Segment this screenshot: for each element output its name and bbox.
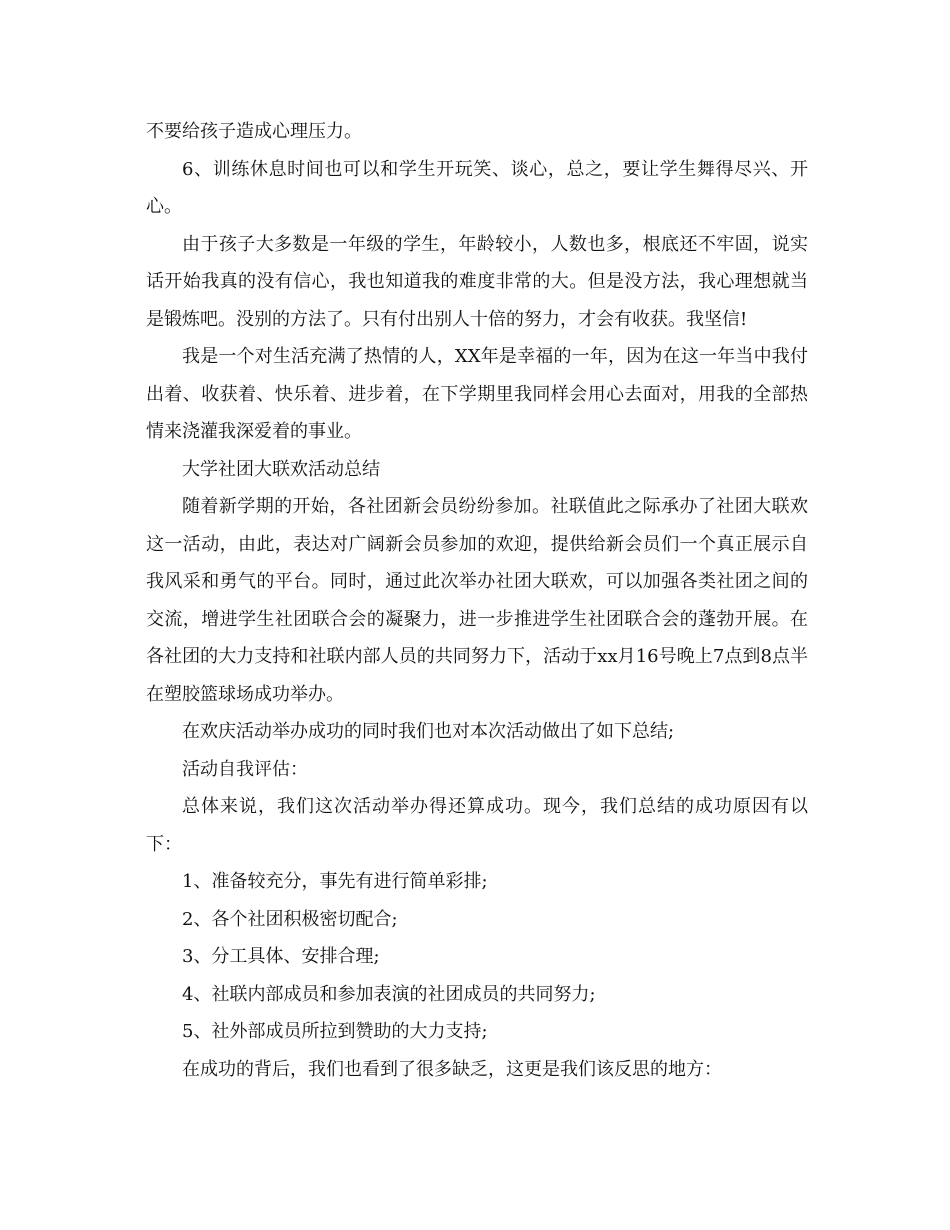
paragraph-3: 由于孩子大多数是一年级的学生，年龄较小，人数也多，根底还不牢固，说实话开始我真的没有信心，我也知道我的难度非常的大。但是没方法，我心理想就当是锻炼吧。没别的方法了。只有付出别人十倍的努力，才会有收获。我坚信! [146, 233, 808, 330]
paragraph-2: 6、训练休息时间也可以和学生开玩笑、谈心，总之，要让学生舞得尽兴、开心。 [146, 158, 808, 217]
paragraph-4: 我是一个对生活充满了热情的人，XX年是幸福的一年，因为在这一年当中我付出着、收获着、快乐着、进步着，在下学期里我同样会用心去面对，用我的全部热情来浇灌我深爱着的事业。 [146, 346, 808, 442]
list-item-4: 4、社联内部成员和参加表演的社团成员的共同努力; [182, 983, 596, 1005]
paragraph-8: 活动自我评估： [182, 758, 308, 780]
paragraph-6: 随着新学期的开始，各社团新会员纷纷参加。社联值此之际承办了社团大联欢这一活动，由此，表达对广阔新会员参加的欢迎，提供给新会员们一个真正展示自我风采和勇气的平台。同时，通过此次举办社团大联欢，可以加强各类社团之间的交流，增进学生社团联合会的凝聚力，进一步推进学生社团联合会的蓬勃开展。在各社团的大力支持和社联内部人员的共同努力下，活动于xx月16号晚上7点到8点半在塑胶篮球场成功举办。 [146, 496, 808, 705]
list-item-2: 2、各个社团积极密切配合; [182, 908, 398, 930]
paragraph-9: 总体来说，我们这次活动举办得还算成功。现今，我们总结的成功原因有以下： [146, 796, 808, 855]
paragraph-7: 在欢庆活动举办成功的同时我们也对本次活动做出了如下总结; [182, 721, 675, 742]
list-item-5: 5、社外部成员所拉到赞助的大力支持; [182, 1021, 488, 1042]
paragraph-1: 不要给孩子造成心理压力。 [146, 121, 362, 142]
list-item-1: 1、准备较充分，事先有进行简单彩排; [182, 871, 488, 892]
paragraph-last: 在成功的背后，我们也看到了很多缺乏，这更是我们该反思的地方： [182, 1058, 722, 1080]
section-title: 大学社团大联欢活动总结 [182, 458, 380, 480]
list-item-3: 3、分工具体、安排合理; [182, 946, 380, 967]
document-body [146, 113, 808, 1088]
